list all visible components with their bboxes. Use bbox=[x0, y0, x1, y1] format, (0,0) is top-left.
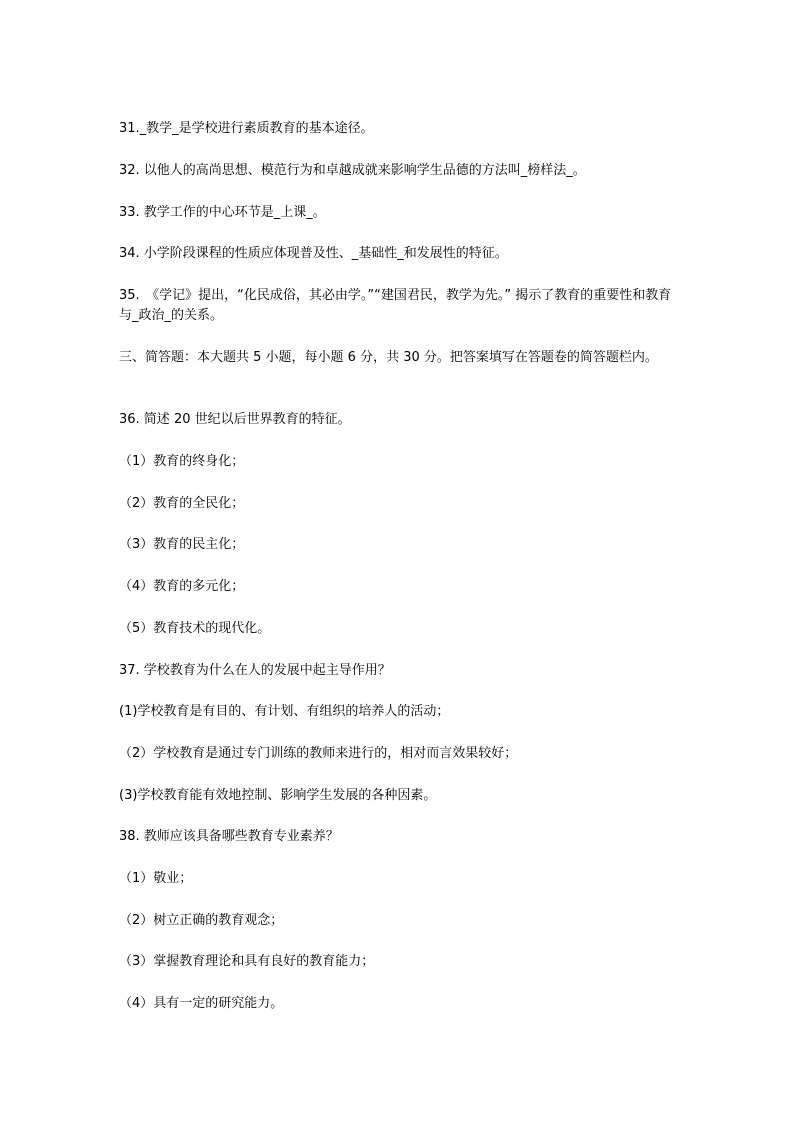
answer-37-1: (1)学校教育是有目的、有计划、有组织的培养人的活动； bbox=[119, 704, 450, 719]
question-37: 37. 学校教育为什么在人的发展中起主导作用？ bbox=[119, 663, 391, 678]
answer-36-1: （1）教育的终身化； bbox=[119, 454, 245, 469]
fill-in-31: 31._教学_是学校进行素质教育的基本途径。 bbox=[119, 121, 374, 136]
answer-38-2: （2）树立正确的教育观念； bbox=[119, 913, 284, 928]
question-36: 36. 简述 20 世纪以后世界教育的特征。 bbox=[119, 412, 351, 427]
answer-37-2: （2）学校教育是通过专门训练的教师来进行的，相对而言效果较好； bbox=[119, 746, 518, 761]
fill-in-33: 33. 教学工作的中心环节是_上课_。 bbox=[119, 205, 326, 220]
answer-36-3: （3）教育的民主化； bbox=[119, 537, 245, 552]
fill-in-35: 35. 《学记》提出，“化民成俗，其必由学。”“建国君民，教学为先。” 揭示了教育的重要性和教育与_政治_的关系。 bbox=[119, 288, 672, 323]
answer-38-1: （1）敬业； bbox=[119, 871, 193, 886]
section-heading: 三、简答题：本大题共 5 小题，每小题 6 分，共 30 分。把答案填写在答题卷的简答题栏内。 bbox=[119, 350, 658, 365]
fill-in-32: 32. 以他人的高尚思想、模范行为和卓越成就来影响学生品德的方法叫_榜样法_。 bbox=[119, 163, 586, 178]
answer-36-5: （5）教育技术的现代化。 bbox=[119, 621, 271, 636]
fill-in-34: 34. 小学阶段课程的性质应体现普及性、_基础性_和发展性的特征。 bbox=[119, 246, 508, 261]
answer-38-3: （3）掌握教育理论和具有良好的教育能力； bbox=[119, 954, 375, 969]
answer-36-2: （2）教育的全民化； bbox=[119, 496, 245, 511]
question-38: 38. 教师应该具备哪些教育专业素养？ bbox=[119, 829, 339, 844]
answer-36-4: （4）教育的多元化； bbox=[119, 579, 245, 594]
answer-38-4: （4）具有一定的研究能力。 bbox=[119, 996, 284, 1011]
answer-37-3: (3)学校教育能有效地控制、影响学生发展的各种因素。 bbox=[119, 788, 437, 803]
